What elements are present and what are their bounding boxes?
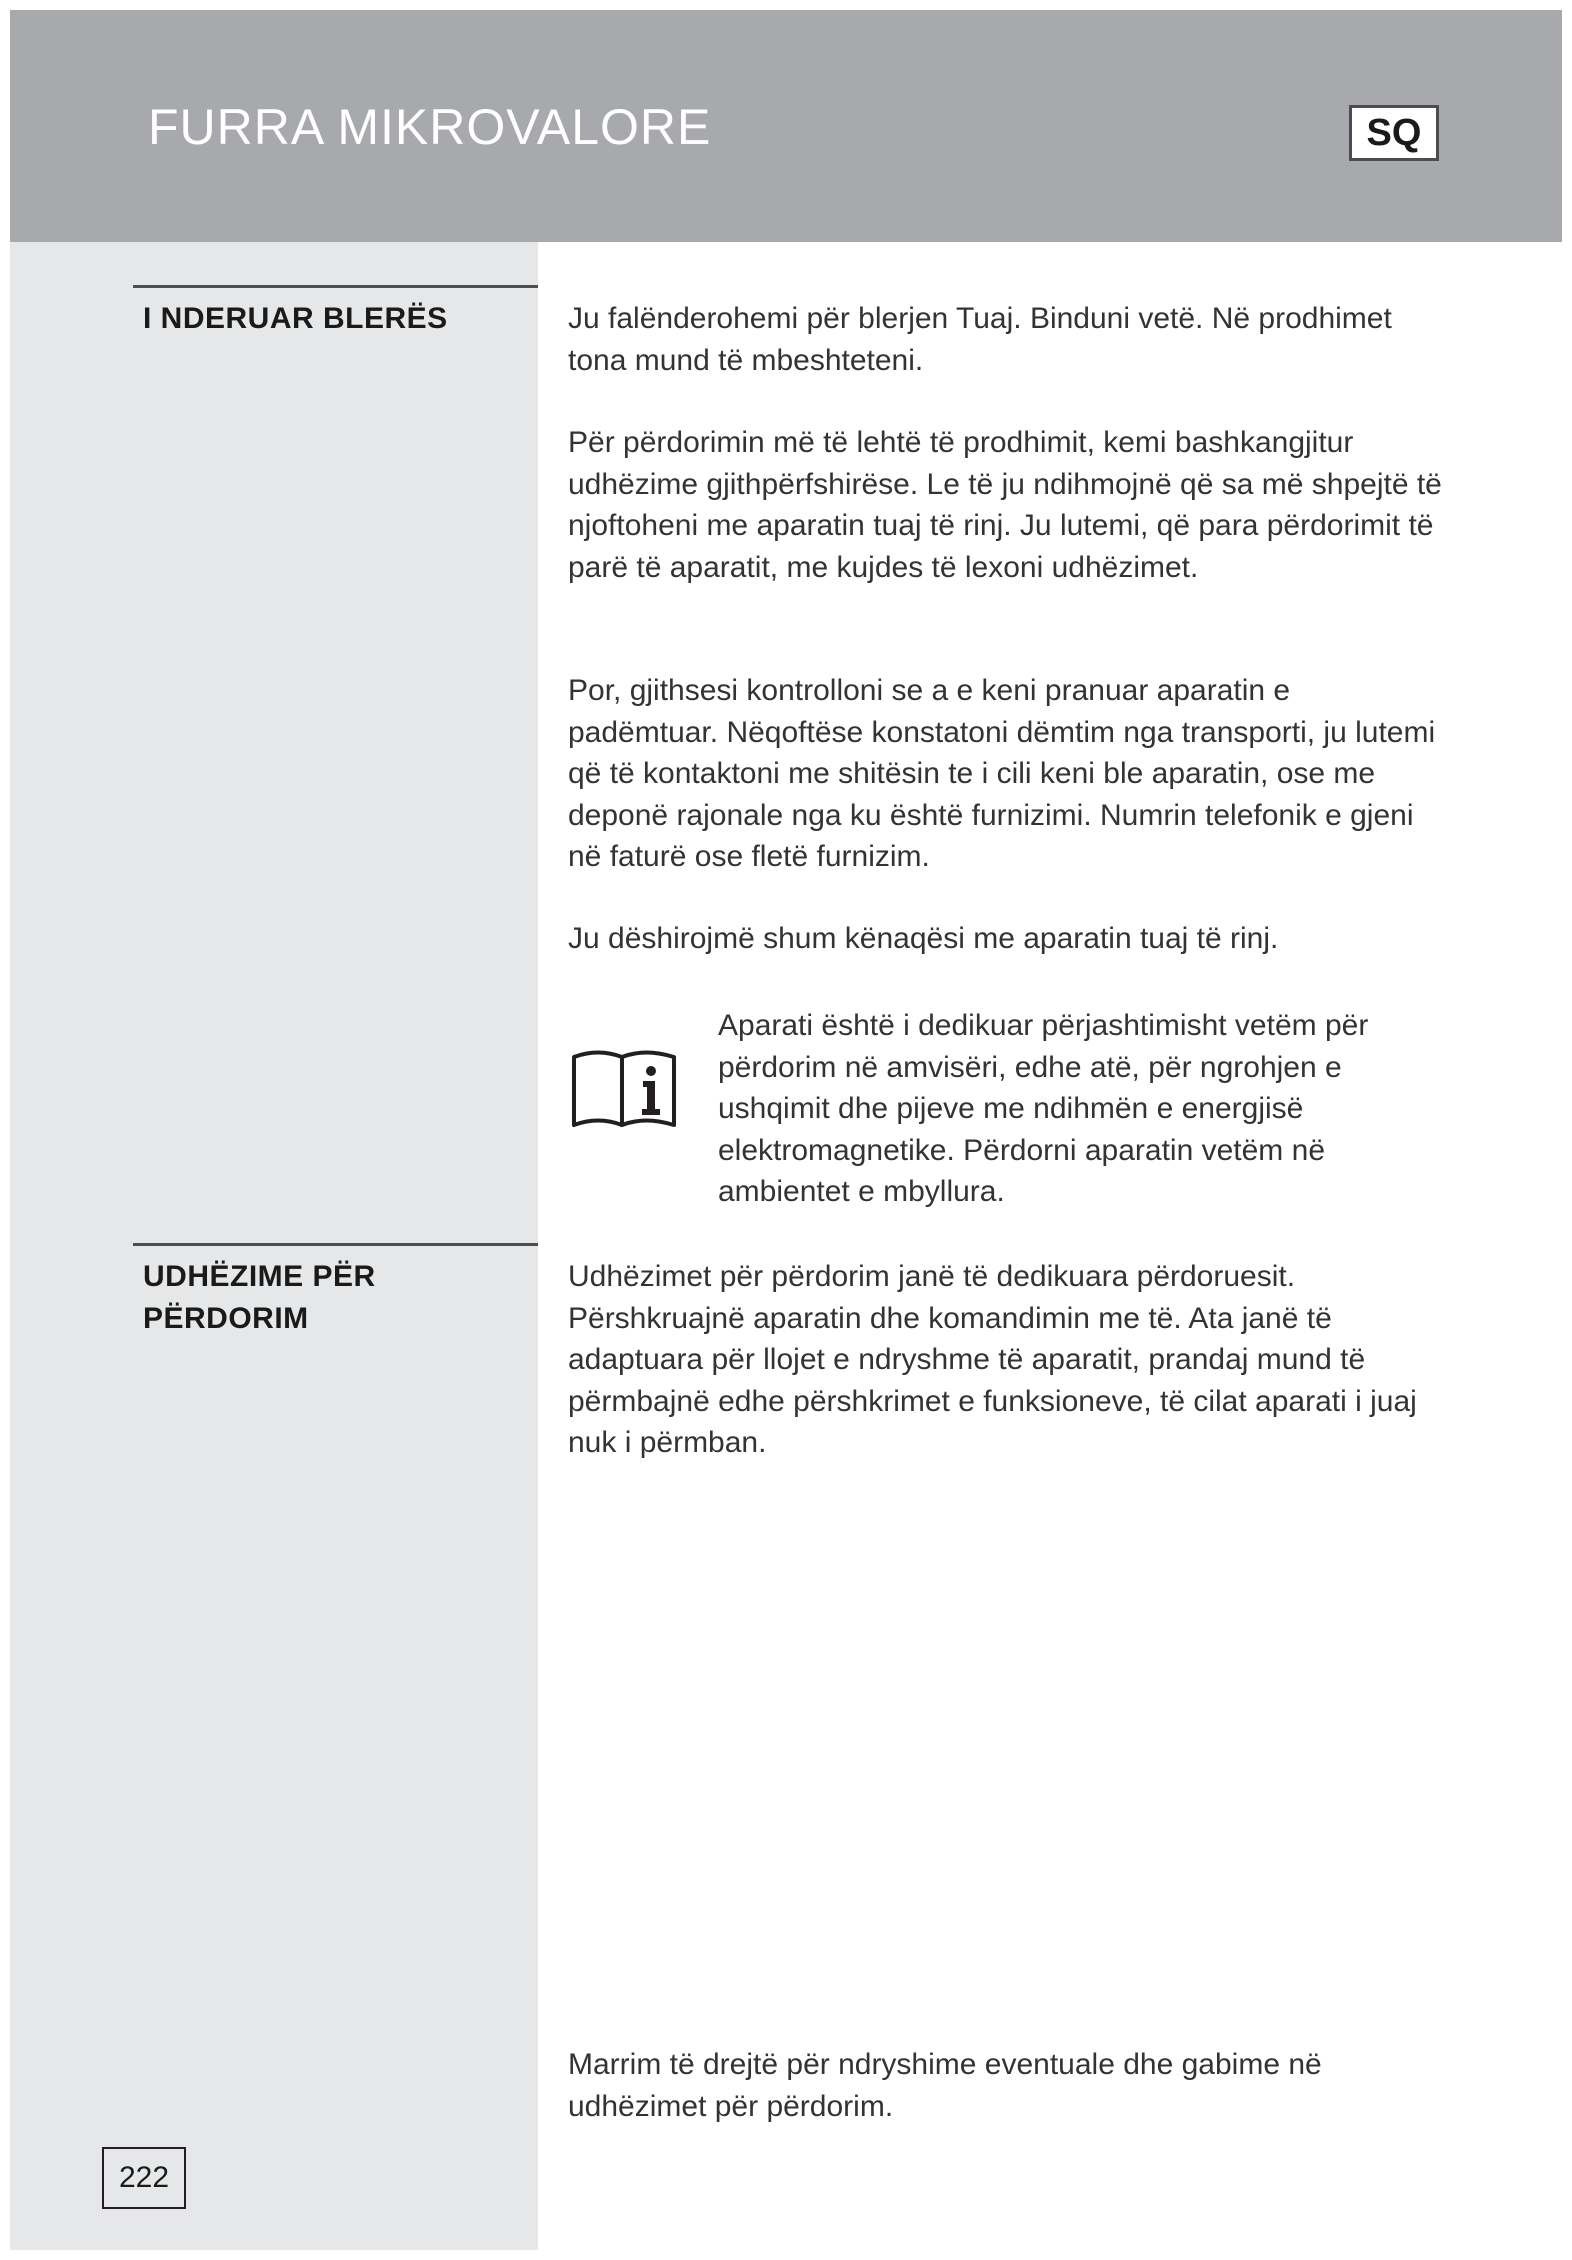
paragraph: Udhëzimet për përdorim janë të dedikuara përdoruesit. Përshkruajnë aparatin dhe komandimin me të. Ata janë të adaptuara për llojet e ndryshme të aparatit, prandaj mund të përmbajnë edhe përshkrimet e funksioneve, të cilat aparati i juaj nuk i përmban.	[568, 1260, 1417, 1459]
document-title: FURRA MIKROVALORE	[148, 99, 712, 155]
usage-note: Aparati është i dedikuar përjashtimisht vetëm për përdorim në amvisëri, edhe atë, për ngrohjen e ushqimit dhe pijeve me ndihmën e energjisë elektromagnetike. Përdorni aparatin vetëm në ambientet e mbyllura.	[718, 1009, 1369, 1208]
paragraph: Ju falënderohemi për blerjen Tuaj. Binduni vetë. Në prodhimet tona mund të mbeshteteni.	[568, 302, 1392, 377]
section-heading-text: UDHËZIME PËR PËRDORIM	[143, 1260, 376, 1335]
language-badge: SQ	[1349, 105, 1439, 161]
section-heading-text: I NDERUAR BLERËS	[143, 302, 448, 335]
section-heading-dear-customer	[133, 285, 538, 340]
paragraph: Për përdorimin më të lehtë të prodhimit, kemi bashkangjitur udhëzime gjithpërfshirëse. Le të ju ndihmojnë që sa më shpejtë të njoftoheni me aparatin tuaj të rinj. Ju lutemi, që para përdorimit të parë të aparatit, me kujdes të lexoni udhëzimet.	[568, 426, 1442, 584]
page-header	[10, 10, 1562, 242]
section-heading-instructions	[133, 1243, 538, 1340]
disclaimer: Marrim të drejtë për ndryshime eventuale dhe gabime në udhëzimet për përdorim.	[568, 2048, 1322, 2123]
page-number: 222	[102, 2147, 186, 2209]
paragraph: Ju dëshirojmë shum kënaqësi me aparatin tuaj të rinj.	[568, 922, 1279, 955]
paragraph: Por, gjithsesi kontrolloni se a e keni pranuar aparatin e padëmtuar. Nëqoftëse konstatoni dëmtim nga transporti, ju lutemi që të kontaktoni me shitësin te i cili keni ble aparatin, ose me deponë rajonale nga ku është furnizimi. Numrin telefonik e gjeni në faturë ose fletë furnizim.	[568, 674, 1436, 873]
read-instructions-icon	[570, 1047, 680, 1131]
